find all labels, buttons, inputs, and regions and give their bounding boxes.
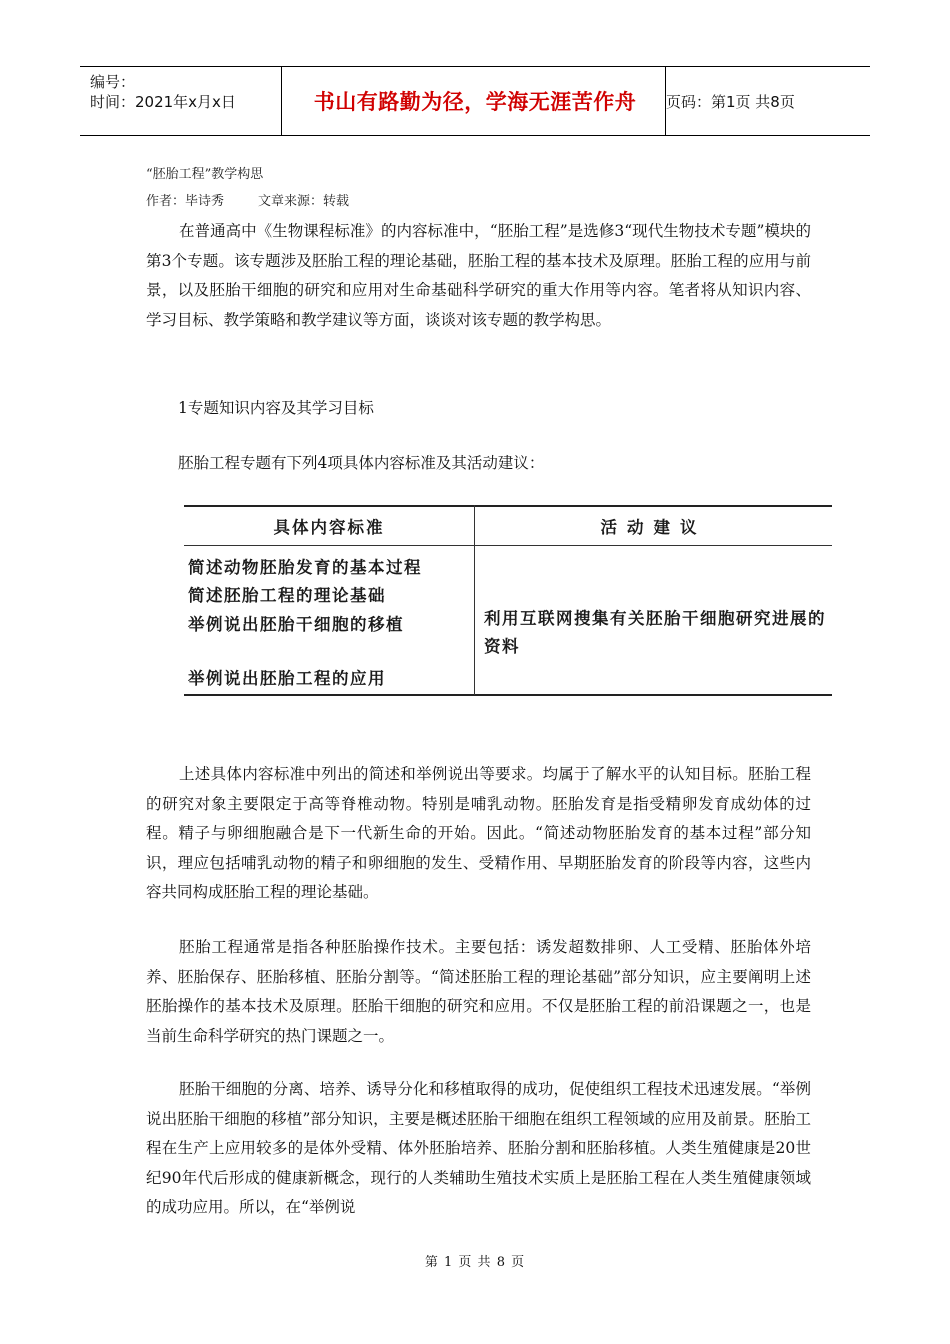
table-cell: 简述动物胚胎发育的基本过程 <box>188 558 422 577</box>
table-top-rule <box>184 505 832 507</box>
table-header-activity: 活动建议 <box>600 518 707 537</box>
paragraph: 上述具体内容标准中列出的简述和举例说出等要求。均属于了解水平的认知目标。胚胎工程的研究对象主要限定于高等脊椎动物。特别是哺乳动物。胚胎发育是指受精卵发育成幼体的过程。精子与卵细胞融合是下一代新生命的开始。因此。“简述动物胚胎发育的基本过程”部分知识，理应包括哺乳动物的精子和卵细胞的发生、受精作用、早期胚胎发育的阶段等内容，这些内容共同构成胚胎工程的理论基础。 <box>146 765 811 901</box>
table-header-standards: 具体内容标准 <box>273 518 385 537</box>
header-meta <box>90 72 236 112</box>
source: 文章来源：转载 <box>258 194 350 209</box>
table-header-rule <box>184 545 832 546</box>
header-motto: 书山有路勤为径，学海无涯苦作舟 <box>313 90 637 114</box>
page-header <box>80 66 870 136</box>
section-heading: 1专题知识内容及其学习目标 <box>178 399 374 417</box>
paragraph: 在普通高中《生物课程标准》的内容标准中，“胚胎工程”是选修3“现代生物技术专题”模块的第3个专题。该专题涉及胚胎工程的理论基础，胚胎工程的基本技术及原理。胚胎工程的应用与前景，以及胚胎干细胞的研究和应用对生命基础科学研究的重大作用等内容。笔者将从知识内容、学习目标、教学策略和教学建议等方面，谈谈对该专题的教学构思。 <box>146 222 811 329</box>
header-divider <box>281 66 282 136</box>
paragraph: 胚胎工程通常是指各种胚胎操作技术。主要包括：诱发超数排卵、人工受精、胚胎体外培养、胚胎保存、胚胎移植、胚胎分割等。“简述胚胎工程的理论基础”部分知识，应主要阐明上述胚胎操作的基本技术及原理。胚胎干细胞的研究和应用。不仅是胚胎工程的前沿课题之一，也是当前生命科学研究的热门课题之一。 <box>146 938 811 1045</box>
table-cell-activity: 利用互联网搜集有关胚胎干细胞研究进展的资料 <box>484 609 826 656</box>
header-page-info: 页码：第1页 共8页 <box>666 92 795 111</box>
article-title: “胚胎工程”教学构思 <box>146 167 264 182</box>
number-label: 编号： <box>90 73 136 91</box>
table-cell: 举例说出胚胎干细胞的移植 <box>188 615 404 634</box>
table-bottom-rule <box>184 694 832 696</box>
table-intro: 胚胎工程专题有下列4项具体内容标准及其活动建议： <box>178 454 545 472</box>
author: 作者：毕诗秀 <box>146 194 225 209</box>
page-footer: 第 1 页 共 8 页 <box>424 1255 526 1270</box>
table-cell: 简述胚胎工程的理论基础 <box>188 586 386 605</box>
time-label: 时间：2021年x月x日 <box>90 93 236 111</box>
standards-table <box>184 505 832 695</box>
article-byline <box>146 190 349 209</box>
paragraph: 胚胎干细胞的分离、培养、诱导分化和移植取得的成功，促使组织工程技术迅速发展。“举例说出胚胎干细胞的移植”部分知识，主要是概述胚胎干细胞在组织工程领域的应用及前景。胚胎工程在生产上应用较多的是体外受精、体外胚胎培养、胚胎分割和胚胎移植。人类生殖健康是20世纪90年代后形成的健康新概念，现行的人类辅助生殖技术实质上是胚胎工程在人类生殖健康领域的成功应用。所以，在“举例说 <box>146 1080 811 1216</box>
table-cell: 举例说出胚胎工程的应用 <box>188 669 386 688</box>
